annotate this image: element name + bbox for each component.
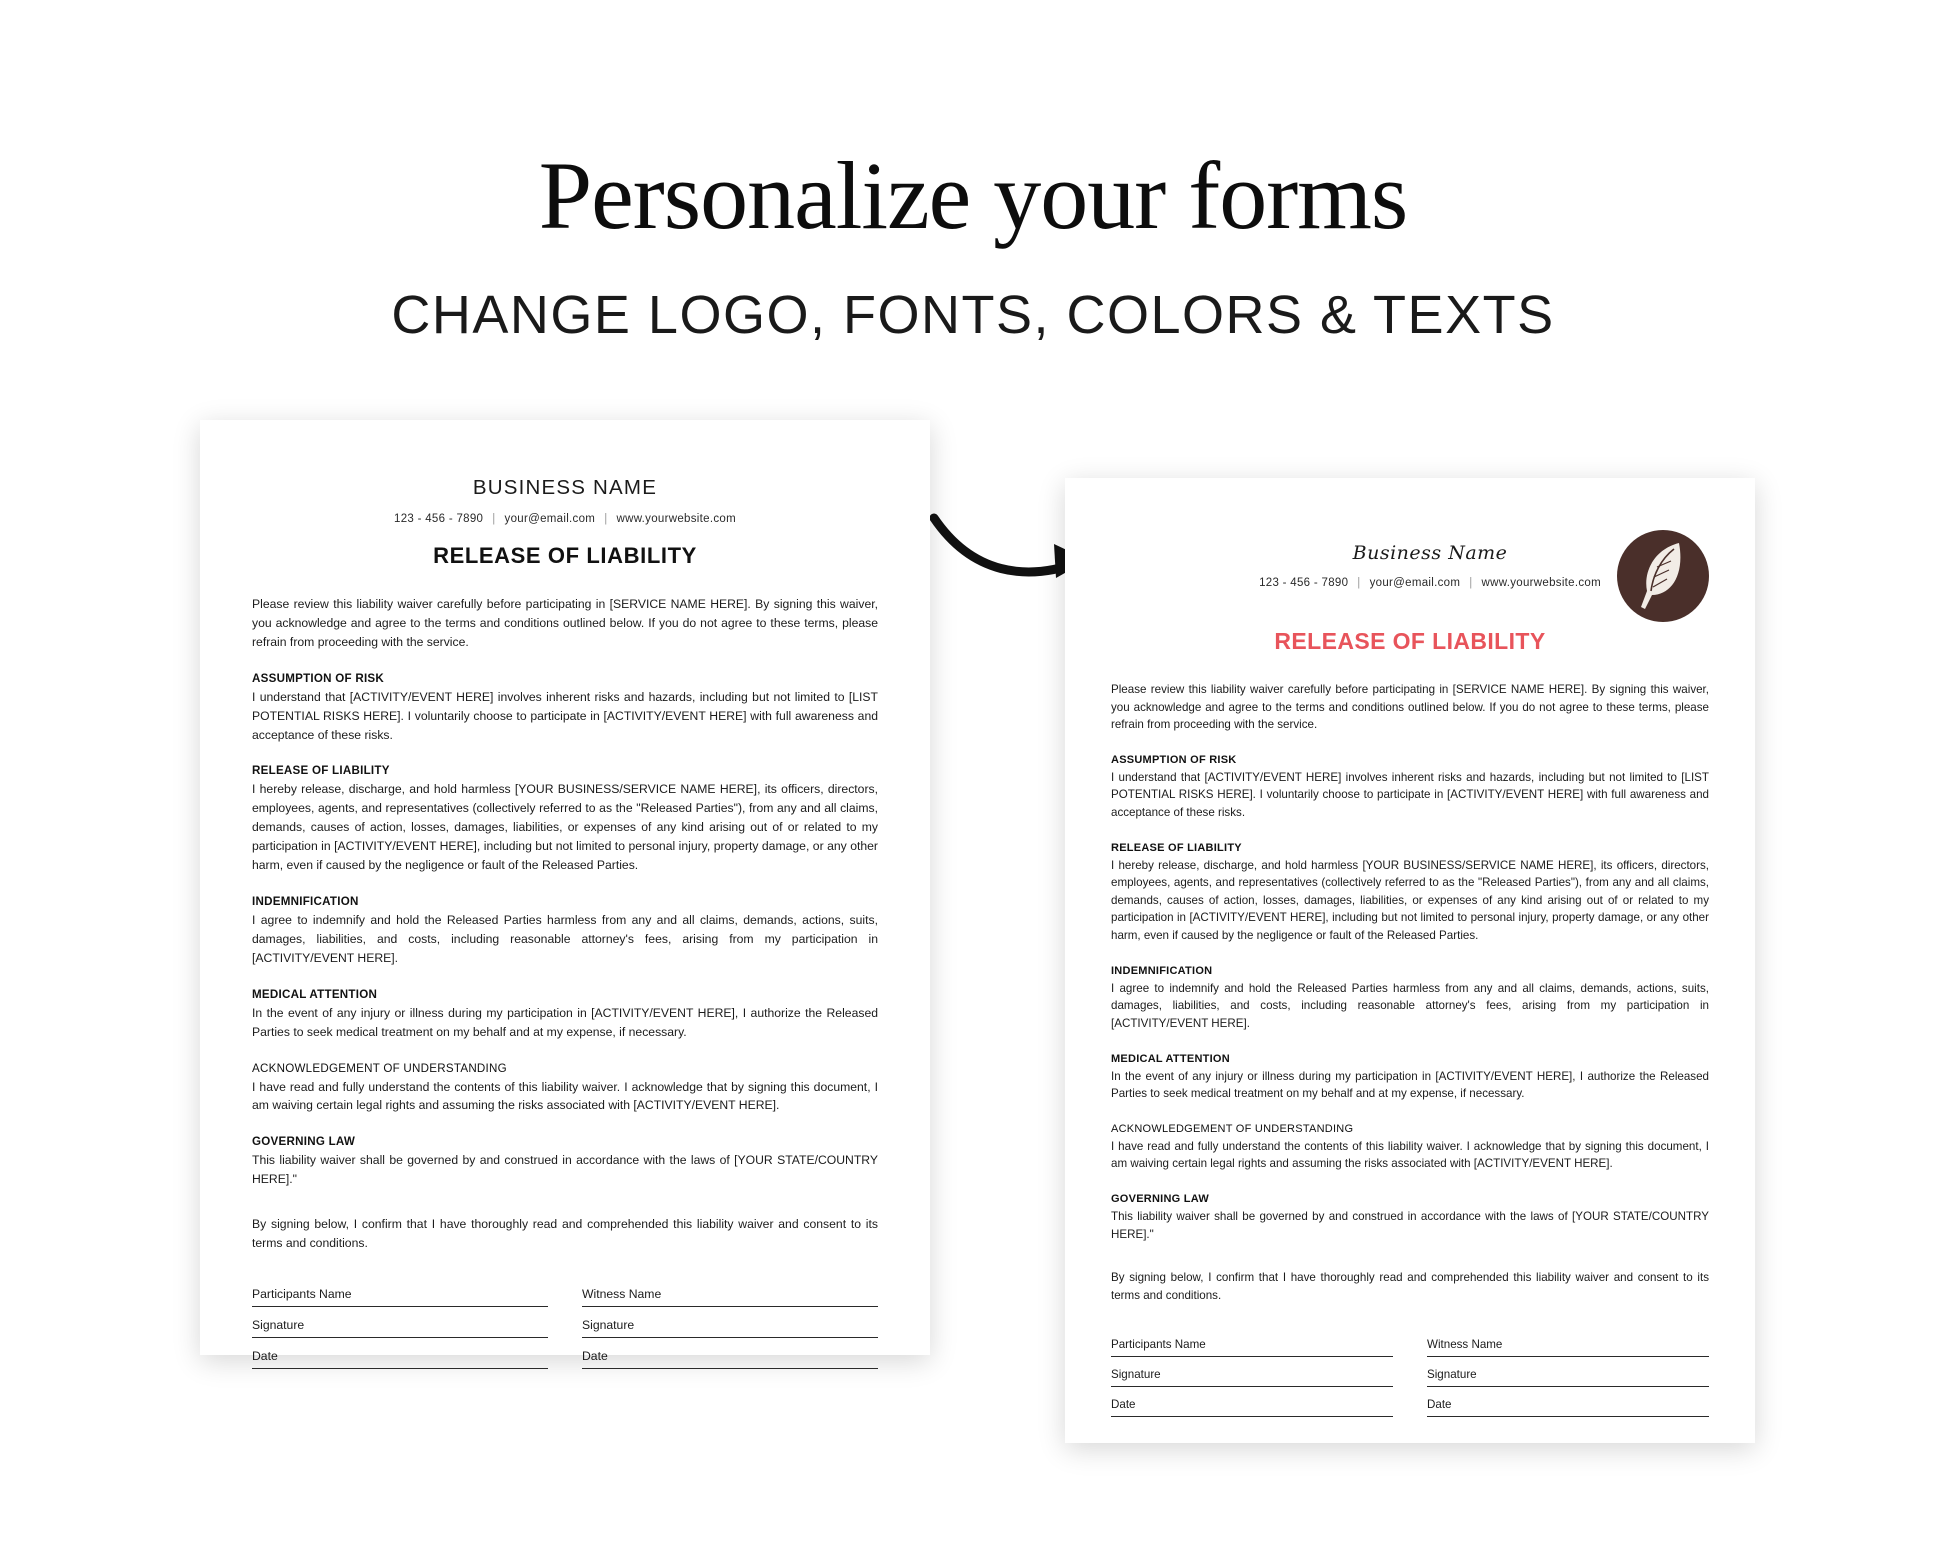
business-name: Business Name [1352, 542, 1508, 564]
divider: | [604, 513, 608, 525]
signature-row-name [252, 1287, 878, 1307]
participant-name-label: Participants Name [1111, 1338, 1206, 1352]
section-body: I agree to indemnify and hold the Released Parties harmless from any and all claims, demands, actions, suits, damages, liabilities, and costs, including reasonable attorney's fees, arising from my participation in [ACTIVITY/EVENT HERE]. [1111, 981, 1709, 1030]
document-preview-customized[interactable] [1065, 478, 1755, 1443]
document-title: RELEASE OF LIABILITY [433, 543, 697, 568]
section-heading: ASSUMPTION OF RISK [1111, 753, 1237, 766]
section-heading: GOVERNING LAW [1111, 1192, 1209, 1205]
witness-date-field[interactable] [1427, 1398, 1709, 1417]
section-body: I agree to indemnify and hold the Released Parties harmless from any and all claims, demands, actions, suits, damages, liabilities, and costs, including reasonable attorney's fees, arising from my participation in [ACTIVITY/EVENT HERE]. [252, 912, 878, 965]
page-title: Personalize your forms [538, 142, 1408, 249]
signature-rule [1111, 1386, 1393, 1387]
divider: | [1469, 577, 1473, 589]
closing-paragraph: By signing below, I confirm that I have thoroughly read and comprehended this liability waiver and consent to its terms and conditions. [1111, 1271, 1709, 1302]
section-acknowledgement [252, 1062, 878, 1116]
signature-rule [252, 1368, 548, 1369]
section-body: In the event of any injury or illness during my participation in [ACTIVITY/EVENT HERE], I authorize the Released Parties to seek medical treatment on my behalf and at my expense, if necessary. [1111, 1069, 1709, 1101]
section-release-of-liability [1111, 842, 1709, 945]
signature-label: Signature [582, 1317, 635, 1332]
section-acknowledgement [1111, 1123, 1709, 1173]
signature-row-signature [1111, 1368, 1709, 1387]
section-body: I have read and fully understand the contents of this liability waiver. I acknowledge that by signing this document, I am waiving certain legal rights and assuming the risks associated with [ACTIVITY/EVENT HERE]. [252, 1079, 878, 1113]
website-text: www.yourwebsite.com [616, 513, 736, 525]
signature-rule [1427, 1386, 1709, 1387]
section-heading: GOVERNING LAW [252, 1135, 356, 1149]
participant-name-field[interactable] [1111, 1338, 1393, 1357]
section-governing-law [1111, 1193, 1709, 1243]
signature-rule [1111, 1416, 1393, 1417]
date-label: Date [1111, 1398, 1136, 1412]
intro-paragraph: Please review this liability waiver carefully before participating in [SERVICE NAME HERE]. By signing this waiver, you acknowledge and agree to the terms and conditions outlined below. If you do not agree to these terms, please refrain from proceeding with the service. [252, 597, 878, 649]
section-heading: INDEMNIFICATION [1111, 964, 1213, 977]
signature-row-signature [252, 1318, 878, 1338]
section-heading: MEDICAL ATTENTION [252, 987, 378, 1001]
witness-name-field[interactable] [582, 1287, 878, 1307]
section-governing-law [252, 1135, 878, 1189]
signature-rule [1427, 1356, 1709, 1357]
signature-rule [1427, 1416, 1709, 1417]
section-release-of-liability [252, 764, 878, 875]
email-text: your@email.com [504, 513, 596, 525]
section-body: I understand that [ACTIVITY/EVENT HERE] involves inherent risks and hazards, including but not limited to [LIST POTENTIAL RISKS HERE]. I voluntarily choose to participate in [ACTIVITY/EVENT HERE] with full awareness and acceptance of these risks. [1111, 770, 1709, 820]
page-subtitle: CHANGE LOGO, FONTS, COLORS & TEXTS [391, 285, 1555, 345]
divider: | [1357, 577, 1361, 589]
intro-paragraph: Please review this liability waiver carefully before participating in [SERVICE NAME HERE]. By signing this waiver, you acknowledge and agree to the terms and conditions outlined below. If you do not agree to these terms, please refrain from proceeding with the service. [1111, 683, 1709, 732]
document-header [1111, 538, 1709, 622]
signature-block [1111, 1338, 1709, 1417]
phone-text: 123 - 456 - 7890 [1259, 577, 1349, 589]
page-header [0, 0, 1946, 346]
section-indemnification [252, 895, 878, 968]
section-assumption-of-risk [1111, 754, 1709, 822]
section-indemnification [1111, 965, 1709, 1033]
signature-rule [252, 1306, 548, 1307]
signature-block [252, 1287, 878, 1369]
section-body: I have read and fully understand the contents of this liability waiver. I acknowledge that by signing this document, I am waiving certain legal rights and assuming the risks associated with [ACTIVITY/EVENT HERE]. [1111, 1139, 1709, 1171]
date-label: Date [1427, 1398, 1452, 1412]
signature-rule [1111, 1356, 1393, 1357]
signature-label: Signature [252, 1317, 305, 1332]
signature-rule [582, 1306, 878, 1307]
section-body: This liability waiver shall be governed by and construed in accordance with the laws of [YOUR STATE/COUNTRY HERE]." [1111, 1209, 1709, 1241]
participant-date-field[interactable] [252, 1349, 548, 1369]
phone-text: 123 - 456 - 7890 [394, 513, 484, 525]
document-title: RELEASE OF LIABILITY [1274, 628, 1546, 654]
section-body: In the event of any injury or illness during my participation in [ACTIVITY/EVENT HERE], I authorize the Released Parties to seek medical treatment on my behalf and at my expense, if necessary. [252, 1005, 878, 1039]
signature-row-name [1111, 1338, 1709, 1357]
witness-name-field[interactable] [1427, 1338, 1709, 1357]
date-label: Date [582, 1348, 608, 1363]
website-text: www.yourwebsite.com [1481, 577, 1601, 589]
section-assumption-of-risk [252, 672, 878, 745]
section-medical-attention [1111, 1053, 1709, 1103]
section-heading: INDEMNIFICATION [252, 894, 359, 908]
email-text: your@email.com [1369, 577, 1461, 589]
section-heading: ACKNOWLEDGEMENT OF UNDERSTANDING [252, 1061, 507, 1075]
document-preview-original[interactable] [200, 420, 930, 1363]
witness-signature-field[interactable] [1427, 1368, 1709, 1387]
section-body: I understand that [ACTIVITY/EVENT HERE] involves inherent risks and hazards, including but not limited to [LIST POTENTIAL RISKS HERE]. I voluntarily choose to participate in [ACTIVITY/EVENT HERE] with full awareness and acceptance of these risks. [252, 689, 878, 742]
section-heading: ACKNOWLEDGEMENT OF UNDERSTANDING [1111, 1122, 1354, 1135]
section-body: I hereby release, discharge, and hold harmless [YOUR BUSINESS/SERVICE NAME HERE], its officers, directors, employees, agents, and representatives (collectively referred to as the "Released Parties"), from any and all claims, demands, causes of action, losses, damages, liabilities, or expenses of any kind arising out of or related to my participation in [ACTIVITY/EVENT HERE], including but not limited to personal injury, property damage, or any other harm, even if caused by the negligence or fault of the Released Parties. [252, 782, 878, 873]
section-body: I hereby release, discharge, and hold harmless [YOUR BUSINESS/SERVICE NAME HERE], its officers, directors, employees, agents, and representatives (collectively referred to as the "Released Parties"), from any and all claims, demands, causes of action, losses, damages, liabilities, or expenses of any kind arising out of or related to my participation in [ACTIVITY/EVENT HERE], including but not limited to personal injury, property damage, or any other harm, even if caused by the negligence or fault of the Released Parties. [1111, 858, 1709, 943]
logo-badge [1617, 530, 1709, 622]
section-heading: RELEASE OF LIABILITY [252, 764, 390, 778]
participant-date-field[interactable] [1111, 1398, 1393, 1417]
participant-name-field[interactable] [252, 1287, 548, 1307]
feather-icon [1617, 530, 1709, 622]
section-heading: ASSUMPTION OF RISK [252, 671, 385, 685]
divider: | [492, 513, 496, 525]
section-heading: RELEASE OF LIABILITY [1111, 841, 1242, 854]
participant-signature-field[interactable] [1111, 1368, 1393, 1387]
business-name: BUSINESS NAME [472, 476, 658, 499]
contact-line [252, 513, 878, 525]
signature-label: Signature [1111, 1368, 1161, 1382]
signature-rule [252, 1337, 548, 1338]
witness-signature-field[interactable] [582, 1318, 878, 1338]
participant-name-label: Participants Name [252, 1286, 352, 1301]
signature-row-date [252, 1349, 878, 1369]
branding-text [1259, 538, 1601, 589]
participant-signature-field[interactable] [252, 1318, 548, 1338]
section-body: This liability waiver shall be governed by and construed in accordance with the laws of [YOUR STATE/COUNTRY HERE]." [252, 1153, 878, 1187]
section-heading: MEDICAL ATTENTION [1111, 1052, 1230, 1065]
contact-line [1259, 577, 1601, 589]
section-medical-attention [252, 988, 878, 1042]
date-label: Date [252, 1348, 278, 1363]
signature-rule [582, 1337, 878, 1338]
witness-date-field[interactable] [582, 1349, 878, 1369]
signature-label: Signature [1427, 1368, 1477, 1382]
signature-row-date [1111, 1398, 1709, 1417]
witness-name-label: Witness Name [1427, 1338, 1503, 1352]
witness-name-label: Witness Name [582, 1286, 662, 1301]
closing-paragraph: By signing below, I confirm that I have thoroughly read and comprehended this liability waiver and consent to its terms and conditions. [252, 1217, 878, 1251]
signature-rule [582, 1368, 878, 1369]
